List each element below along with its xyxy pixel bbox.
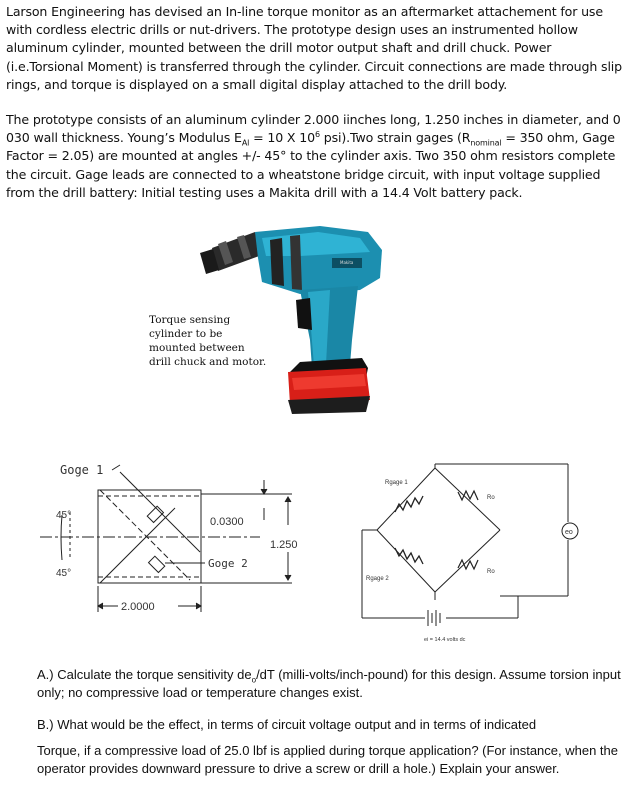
drill-brand: Makita xyxy=(340,260,354,265)
rgage1-resistor xyxy=(395,496,423,512)
p2-text-a: The prototype consists of an aluminum cylinder 2.000 iinches long, 1.250 inches in diameter, and 0 030 wall thickness. Young’s Modulus E xyxy=(6,112,621,146)
gage1-label: Goge 1 xyxy=(60,463,104,477)
gage2-label: Goge 2 xyxy=(208,557,248,570)
ro-top-label: Ro xyxy=(487,495,495,501)
question-a-text-2: /dT (milli-volts/inch-pound) for this design. Assume torsion input only; no compressive load or temperature changes exist. xyxy=(37,667,621,700)
length-label: 2.0000 xyxy=(121,601,155,613)
diameter-label: 1.250 xyxy=(270,539,298,551)
p2-text-b: = 10 X 10 xyxy=(249,130,315,146)
angle-top-label: 45° xyxy=(56,510,72,521)
p2-sup-6: 6 xyxy=(314,130,320,140)
rgage1-label: Rgage 1 xyxy=(385,480,408,486)
bridge-diagram xyxy=(362,464,578,626)
supply-label: ei = 14.4 volts dc xyxy=(424,637,466,643)
p2-sub-al: Al xyxy=(241,138,250,148)
ro-bottom-label: Ro xyxy=(487,569,495,575)
gage2-element xyxy=(149,556,165,572)
angle-bottom-label: 45° xyxy=(56,568,72,579)
drill-callout-label: Torque sensing cylinder to be mounted between drill chuck and motor. xyxy=(149,314,267,368)
rgage2-resistor xyxy=(395,548,423,564)
question-b: B.) What would be the effect, in terms of circuit voltage output and in terms of indicated xyxy=(37,717,537,732)
question-a-text-1: A.) Calculate the torque sensitivity de xyxy=(37,667,252,682)
eo-label: eo xyxy=(565,529,573,536)
thickness-label: 0.0300 xyxy=(210,516,244,528)
p2-sub-nominal: nominal xyxy=(470,138,502,148)
p2-text-d: = 350 ohm, Gage Factor = 2.05) are mounted at angles +/- 45° to the cylinder axis. Two 350 ohm resistors complete the circuit. Gage leads are connected to a wheatstone bridge circuit, with input voltage supplied from the drill battery: Initial testing uses a Makita drill with a 14.4 Volt battery pack. xyxy=(6,130,616,200)
intro-paragraph-1: Larson Engineering has devised an In-line torque monitor as an aftermarket attachement for use with cordless electric drills or nut-drivers. The prototype design uses an instrumented hollow aluminum cylinder, mounted between the drill motor output shaft and drill chuck. Power (i.e.Torsional Moment) is transferred through the cylinder. Circuit connections are made through slip rings, and torque is displayed on a small digital display attached to the drill body. xyxy=(6,4,622,92)
question-a xyxy=(37,666,627,701)
p2-text-c: psi).Two strain gages (R xyxy=(319,130,471,146)
rgage2-label: Rgage 2 xyxy=(366,576,389,582)
question-b-continued: Torque, if a compressive load of 25.0 lbf is applied during torque application? (For instance, when the operator provides downward pressure to drive a screw or drill a hole.) Explain your answer. xyxy=(37,743,619,776)
cylinder-diagram xyxy=(40,465,292,612)
question-a-sub: o xyxy=(251,675,257,685)
gage1-element xyxy=(147,506,163,522)
